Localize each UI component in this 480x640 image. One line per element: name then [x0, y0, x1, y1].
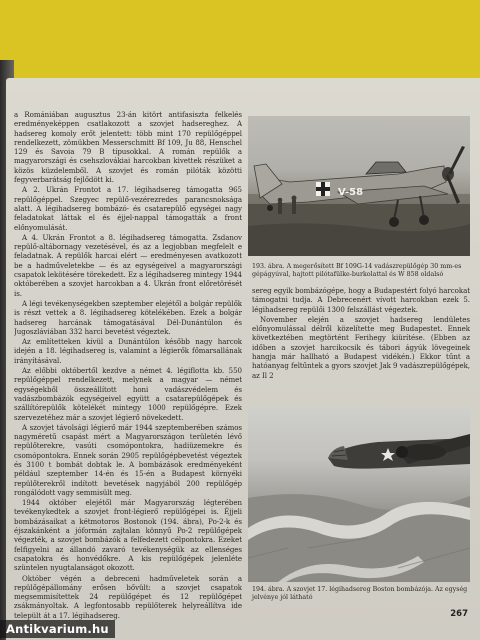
- photo-boston-bomber: [248, 408, 470, 582]
- body-paragraph: A 2. Ukrán Frontot a 17. légihadsereg támogatta 965 repülőgéppel. Szegyec repülő-vezérezredes parancsnoksága alatt. A légihadsereg bombázó- és csatarepülő egységei nagy feladatokat láttak el és éjjel-nappal támogatták a front előnyomulását.: [14, 185, 242, 232]
- figure-caption: 194. ábra. A szovjet 17. légihadsereg Boston bombázója. Az egység jelvénye jól látható: [252, 586, 468, 601]
- body-paragraph: 1944 október elejétől már Magyarország légterében tevékenykedtek a szovjet front-légierő repülőgépei is. Éjjeli bombázásaikat a kétmotoros Bostonok (194. ábra), Po-2-k és éjszakánként a jóformán zajtalan könnyű Po-2 repülőgépek végezték, a szovjet bombázók a felfedezett célpontokra. Ezeket felfigyelni az állandó zavaró tevékenységük az ellenséges csapatokra és honvédőkre. A kis repülőgépek jelenléte szüntelen nyugtalanságot okozott.: [14, 498, 242, 573]
- bomber-illustration: [248, 408, 470, 582]
- body-paragraph: November elején a szovjet hadsereg lendületes előnyomulással délről közelítette meg Budapestet. Ennek következtében megtörtént Ferihegy kiürítése. (Ebben az időben a szovjet harcikocsik és tábori ágyúk lövegeinek hangja már hallható a Budapest vidékén.) Ekkor tűnt a hatóanyag feltűntek a gyors szovjet Jak 9 vadászrepülőgépek, az Il 2: [252, 314, 470, 380]
- aircraft-marking: V-58: [338, 187, 364, 198]
- body-paragraph: Az előbbi októbertől kezdve a német 4. légiflotta kb. 550 repülőgéppel rendelkezett, melynek a magyar — német egységekből összeállított honi vadászvédelem és vadászbombázók egységeivel együtt a csatarepülőgépek és szállítórepülők kötelékét mintegy 1000 repülőgépre. Ezek szervezetéhez már a szovjet légierő növekedett.: [14, 366, 242, 422]
- body-paragraph: a Romániában augusztus 23-án kitört antifasiszta felkelés eredményeképpen csatlakozott a szovjet hadsereghez. A hadsereg komoly erőt jelentett: több mint 170 repülőgéppel rendelkezett, zömükben Messerschmitt Bf 109, Ju 88, Henschel 129 és Savoia 79 B típusokkal. A román repülők a magyarországi és csehszlovákiai harcokban kivettek részüket a közös küzdelemből. A szovjet és román pilóták közötti fegyverbarátság fejlődött ki.: [14, 110, 242, 185]
- body-paragraph: sereg egyik bombázógépe, hogy a Budapestért folyó harcokat támogatni tudja. A Debrecenért vívott harcokban ezek 5. légihadsereg repülői 1300 felszállást végeztek.: [252, 286, 470, 314]
- body-paragraph: Október végén a debreceni hadműveletek során a repülőgépállomány erősen bővült: a szovjet csapatok megsemmisítettek 24 repülőgépet és 12 repülőgépet zsákmányoltak. A legfontosabb repülőterek helyreállítva ide települt át a 17. légihadsereg.: [14, 573, 242, 620]
- left-text-column: [14, 110, 242, 636]
- watermark-logo: Antikvarium.hu: [0, 620, 115, 638]
- body-paragraph: A szovjet távolsági légierő már 1944 szeptemberében számos nagyméretű csapást mért a Magyarországon területén lévő repülőterekre, vasúti csomópontokra, hadiüzemekre és csomópontokra. Ennek során 2905 repülőgépbevetést végeztek és 3100 t bombát dobtak le. A bombázások eredményeként például szeptember 14-én és 15-én a Budapest környéki repülőterekről indított bevetések nagyjából 200 repülőgép rongálódott vagy semmisült meg.: [14, 422, 242, 497]
- body-paragraph: A légi tevékenységekben szeptember elejétől a bolgár repülők is részt vettek a 8. légihadsereg kötelékében. Ezek a bolgár hadsereg harcának támogatásával Dél-Dunántúlon és Jugoszláviában 332 harci bevetést végeztek.: [14, 298, 242, 336]
- photo-bf109-aircraft: [248, 116, 470, 256]
- figure-caption: 193. ábra. A megerősített Bf 109G-14 vadászrepülőgép 30 mm-es gépágyúval, hajtott pilótafülke-burkolattal és W 858 oldalsó: [252, 263, 462, 278]
- body-paragraph: A 4. Ukrán Frontot a 8. légihadsereg támogatta. Zsdanov repülő-altábornagy vezetésével, és az a legjobban megfelelt e feladatnak. A repülők harcai elért — eredményesen avatkozott be a hadműveletekbe — és az egységeivel a magyarországi csapatok lekötésére törekedett. Ez a légihadsereg mintegy 1944 októberében a szovjet harcokban a 4. Ukrán front előretörését is.: [14, 232, 242, 298]
- page-number: 267: [450, 609, 468, 619]
- body-paragraph: Az említetteken kívül a Dunántúlon később nagy harcok idején a 18. légihadsereg is, valamint a légierők főmarsallának irányításával.: [14, 337, 242, 365]
- right-text-column: [252, 286, 470, 402]
- aircraft-illustration: [248, 116, 470, 256]
- book-cover-yellow-band: [0, 0, 480, 84]
